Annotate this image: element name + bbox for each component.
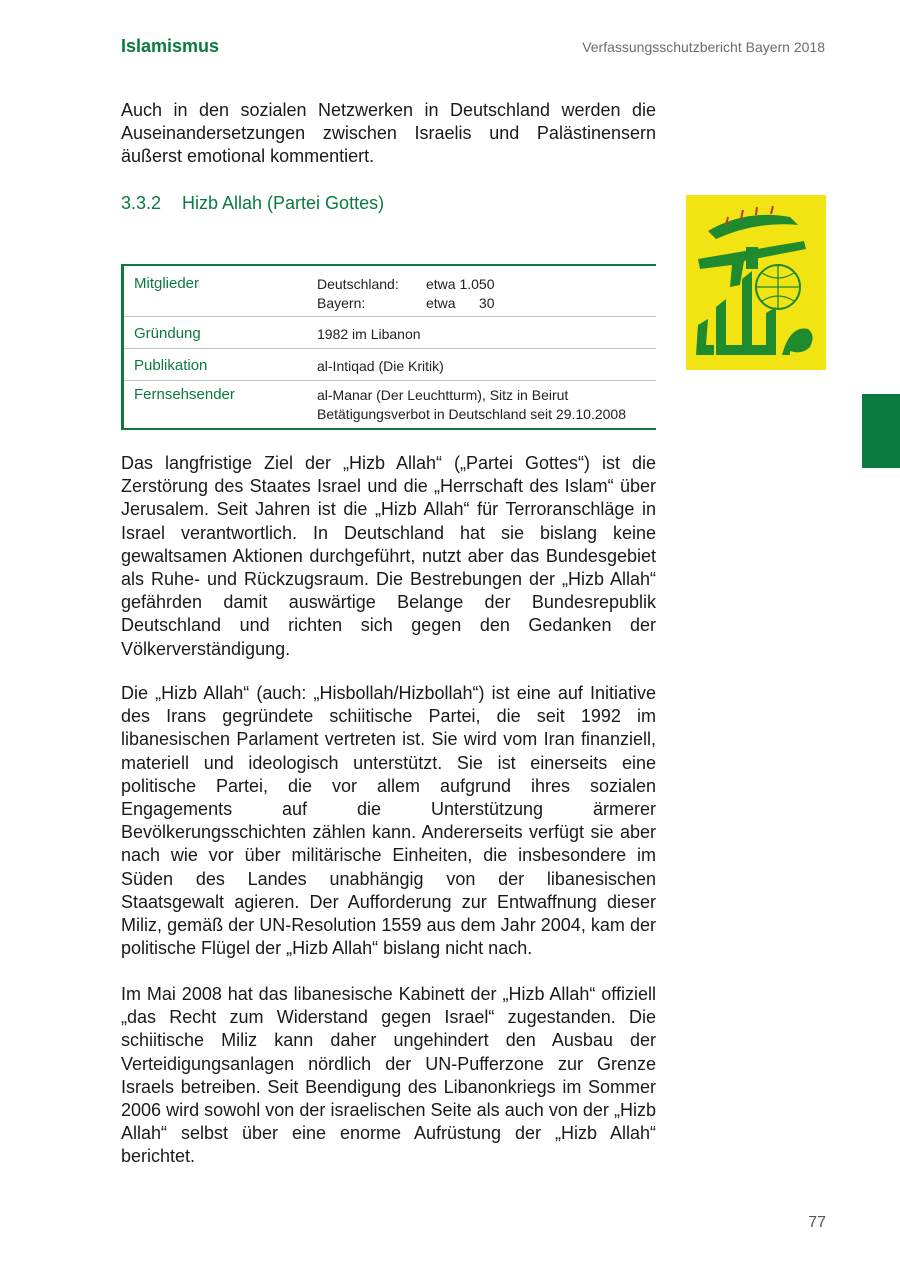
hizb-allah-flag-image: [686, 195, 826, 370]
info-value-fernsehsender: [317, 386, 626, 424]
section-number: 3.3.2: [121, 193, 162, 213]
info-label-mitglieder: Mitglieder: [134, 275, 200, 292]
intro-paragraph: Auch in den sozialen Netzwerken in Deutschland werden die Auseinandersetzungen zwischen Israelis und Palästinensern äußerst emotional kommentiert.: [121, 100, 656, 167]
section-heading: [121, 193, 384, 214]
info-label-publikation: Publikation: [134, 357, 208, 374]
fernsehsender-line-2: Betätigungsverbot in Deutschland seit 29.10.2008: [317, 406, 626, 422]
running-header-report: Verfassungsschutzbericht Bayern 2018: [582, 39, 825, 55]
info-label-gruendung: Gründung: [134, 325, 201, 342]
body-paragraph-2: Die „Hizb Allah“ (auch: „Hisbollah/Hizbollah“) ist eine auf Initiative des Irans gegründete schiitische Partei, die seit 1992 im libanesischen Parlament vertreten ist. Sie wird vom Iran finanziell, materiell und ideologisch unterstützt. Sie ist einerseits eine politische Partei, die vor allem aufgrund ihres sozialen Engagements auf die Unterstützung ärmerer Bevölkerungsschichten zählen kann. Andererseits verfügt sie aber nach wie vor über militärische Einheiten, die insbesondere im Süden des Landes unabhängig von der libanesischen Staatsgewalt agieren. Der Aufforderung zur Entwaffnung dieser Miliz, gemäß der UN-Resolution 1559 aus dem Jahr 2004, kam der politische Flügel der „Hizb Allah“ bislang nicht nach.: [121, 683, 656, 959]
mitglieder-by-value: etwa 30: [426, 295, 495, 311]
info-table: [121, 264, 656, 430]
body-paragraph-3: Im Mai 2008 hat das libanesische Kabinett der „Hizb Allah“ offiziell „das Recht zum Widerstand gegen Israel“ zugestanden. Die schiitische Miliz kann daher ungehindert den Ausbau der Verteidigungsanlagen nördlich der UN-Pufferzone zur Grenze Israels betreiben. Seit Beendigung des Libanonkriegs im Sommer 2006 wird sowohl von der israelischen Seite als auch von der „Hizb Allah“ selbst über eine enorme Aufrüstung der „Hizb Allah“ berichtet.: [121, 984, 656, 1167]
chapter-side-tab: [862, 394, 900, 468]
info-label-fernsehsender: Fernsehsender: [134, 386, 235, 403]
mitglieder-by-label: Bayern:: [317, 295, 366, 311]
mitglieder-de-value: etwa 1.050: [426, 276, 495, 292]
flag-emblem-icon: [686, 195, 826, 370]
section-title-text: Hizb Allah (Partei Gottes): [182, 193, 385, 213]
page-number: 77: [808, 1214, 826, 1231]
info-value-gruendung: 1982 im Libanon: [317, 326, 421, 342]
info-value-mitglieder: [317, 275, 495, 313]
running-header-section: Islamismus: [121, 36, 220, 56]
row-divider: [124, 380, 656, 381]
mitglieder-de-label: Deutschland:: [317, 276, 399, 292]
body-paragraph-1: Das langfristige Ziel der „Hizb Allah“ („Partei Gottes“) ist die Zerstörung des Staates Israel und die „Herrschaft des Islam“ über Jerusalem. Seit Jahren ist die „Hizb Allah“ für Terroranschläge in Israel verantwortlich. In Deutschland hat sie bislang keine gewaltsamen Aktionen durchgeführt, nutzt aber das Bundesgebiet als Ruhe- und Rückzugsraum. Die Bestrebungen der „Hizb Allah“ gefährden damit auswärtige Belange der Bundesrepublik Deutschland und richten sich gegen den Gedanken der Völkerverständigung.: [121, 453, 656, 659]
fernsehsender-line-1: al-Manar (Der Leuchtturm), Sitz in Beirut: [317, 387, 569, 403]
row-divider: [124, 348, 656, 349]
row-divider: [124, 316, 656, 317]
info-value-publikation: al-Intiqad (Die Kritik): [317, 358, 444, 374]
